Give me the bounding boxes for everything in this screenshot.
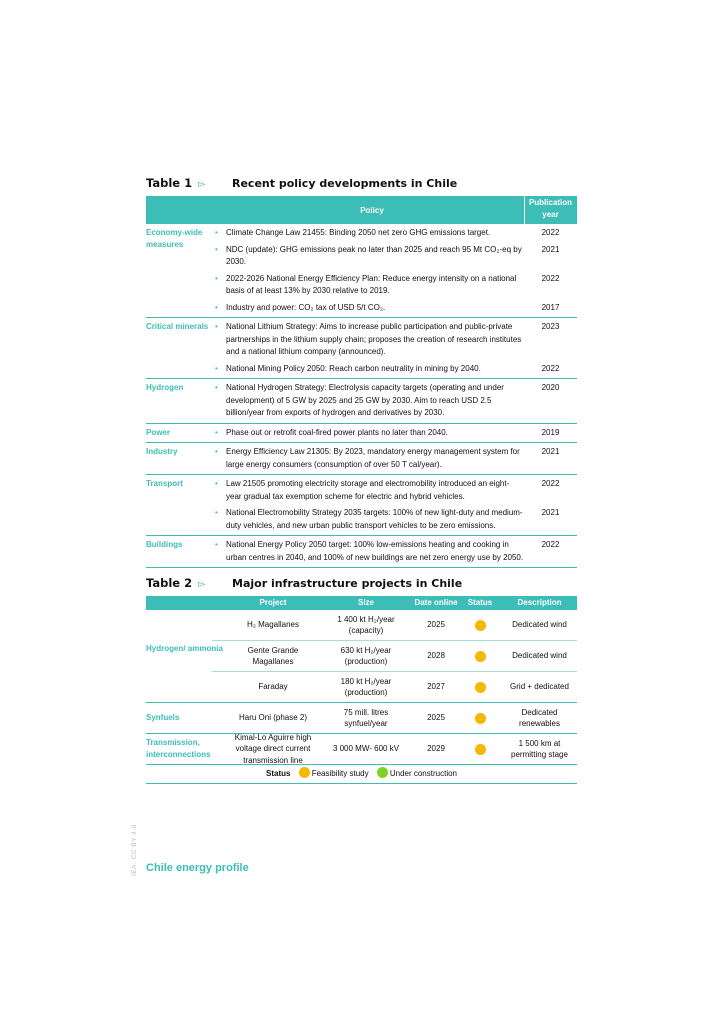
project-project: H₂ Magallanes (246, 620, 300, 630)
policy-row (212, 272, 577, 298)
status-dot-icon (475, 620, 486, 631)
project-row (146, 734, 577, 764)
policy-year: 2021 (541, 508, 560, 517)
section-category: Transport (146, 479, 183, 488)
policy-text: Industry and power: CO₂ tax of USD 5/t CO₂. (226, 302, 386, 312)
table2-name: Major infrastructure projects in Chile (232, 577, 463, 590)
policy-year: 2021 (541, 244, 560, 254)
status-dot-icon (475, 651, 486, 662)
project-description: Dedicated renewables (519, 707, 560, 728)
legend-construction: Under construction (389, 769, 457, 778)
status-dot-icon (475, 744, 486, 755)
project-description: Grid + dedicated (510, 682, 569, 692)
footer-title: Chile energy profile (146, 862, 249, 874)
policy-row (212, 301, 577, 315)
project-date: 2025 (427, 713, 445, 723)
status-cell (460, 734, 500, 764)
project-row (146, 610, 577, 640)
table2-header (146, 596, 577, 610)
policy-table (146, 196, 577, 568)
policy-row (212, 381, 577, 420)
policy-section (146, 424, 577, 444)
project-project: Haru Oni (phase 2) (238, 713, 308, 723)
policy-year: 2022 (541, 540, 560, 549)
table1-label: Table 1 (146, 176, 193, 190)
policy-text: National Electromobility Strategy 2035 targets: 100% of new light-duty and medium-duty vehicles, and new urban public transport vehicles to be zero emissions. (226, 508, 523, 530)
table1-header (146, 196, 577, 224)
legend-feasibility: Feasibility study (311, 769, 369, 778)
infrastructure-table (146, 596, 577, 778)
project-size: 630 kt H₂/year (production) (340, 645, 392, 666)
policy-year: 2019 (541, 427, 560, 437)
policy-year: 2022 (541, 273, 560, 283)
header-project: Project (259, 598, 287, 607)
policy-section (146, 475, 577, 536)
bullet-icon: • (215, 447, 218, 456)
header-policy: Policy (360, 206, 384, 215)
project-row (212, 640, 577, 671)
policy-text: Energy Efficiency Law 21305: By 2023, mandatory energy management system for large energy consumers (consumption of over 50 T cal/year). (226, 447, 520, 469)
policy-row (212, 362, 577, 376)
project-description: Dedicated wind (512, 620, 567, 630)
policy-year: 2022 (541, 479, 560, 488)
play-icon: ▻ (198, 579, 206, 590)
table2-bottom-rule (146, 783, 577, 784)
section-category: Hydrogen (146, 383, 184, 392)
policy-row (212, 477, 577, 503)
policy-section (146, 443, 577, 475)
bullet-icon: • (215, 383, 218, 392)
project-description: Dedicated wind (512, 651, 567, 661)
status-cell (460, 672, 500, 702)
bullet-icon: • (215, 273, 218, 283)
project-row (146, 703, 577, 733)
policy-year: 2021 (541, 447, 560, 456)
bullet-icon: • (215, 322, 218, 331)
section-category: Buildings (146, 540, 183, 549)
status-cell (460, 610, 500, 640)
project-size: 1 400 kt H₂/year (capacity) (337, 614, 395, 635)
policy-row (212, 445, 577, 471)
table2-label: Table 2 (146, 576, 193, 590)
policy-text: National Hydrogen Strategy: Electrolysis capacity targets (operating and under development) of 5 GW by 2025 and 25 GW by 2030. Aim to reach USD 2.5 billion/year from exports of hydrogen and derivatives by 2030. (226, 383, 504, 417)
legend-label: Status (266, 769, 291, 778)
project-project: Kimal-Lo Aguirre high voltage direct current transmission line (234, 732, 312, 765)
license-note: IEA. CC BY 4.0 (131, 824, 138, 876)
project-date: 2028 (427, 651, 445, 661)
project-date: 2027 (427, 682, 445, 692)
policy-row (212, 506, 577, 532)
header-date: Date online (414, 598, 458, 607)
project-description: 1 500 km at permitting stage (511, 738, 568, 759)
policy-year: 2022 (541, 363, 560, 373)
policy-year: 2020 (541, 383, 560, 392)
bullet-icon: • (215, 479, 218, 488)
policy-row (212, 226, 577, 240)
status-cell (460, 641, 500, 671)
section-category: Critical minerals (146, 322, 209, 331)
status-cell (460, 703, 500, 733)
section-category: Power (146, 427, 171, 437)
policy-text: 2022-2026 National Energy Efficiency Plan: Reduce energy intensity on a national basis of at least 13% by 2030 relative to 2019. (226, 273, 517, 295)
project-section (146, 703, 577, 734)
policy-row (212, 538, 577, 564)
header-status: Status (467, 598, 493, 607)
project-date: 2029 (427, 744, 445, 754)
bullet-icon: • (215, 508, 218, 517)
policy-section (146, 318, 577, 379)
policy-year: 2017 (541, 302, 560, 312)
header-description: Description (517, 598, 562, 607)
policy-text: NDC (update): GHG emissions peak no later than 2025 and reach 95 Mt CO₂-eq by 2030. (226, 244, 522, 266)
project-size: 180 kt H₂/year (production) (340, 676, 392, 697)
policy-section (146, 379, 577, 424)
policy-row (212, 426, 577, 440)
status-legend (146, 767, 577, 780)
policy-year: 2023 (541, 322, 560, 331)
bullet-icon: • (215, 302, 218, 312)
policy-row (212, 320, 577, 359)
project-project: Faraday (258, 682, 288, 692)
status-dot-icon (475, 682, 486, 693)
status-dot-icon (475, 713, 486, 724)
project-project: Gente Grande Magallanes (247, 645, 299, 666)
policy-text: Phase out or retrofit coal-fired power plants no later than 2040. (226, 427, 448, 437)
header-size: Size (357, 598, 374, 607)
table1-title (146, 176, 457, 190)
table2-title (146, 576, 462, 590)
project-size: 75 mill. litres synfuel/year (343, 707, 389, 728)
policy-text: National Mining Policy 2050: Reach carbon neutrality in mining by 2040. (226, 363, 481, 373)
bullet-icon: • (215, 228, 218, 237)
project-section (146, 734, 577, 765)
section-category: Transmission, interconnections (146, 738, 211, 759)
play-icon: ▻ (198, 179, 206, 190)
bullet-icon: • (215, 363, 218, 373)
section-category: Synfuels (146, 713, 180, 722)
bullet-icon: • (215, 540, 218, 549)
bullet-icon: • (215, 427, 218, 437)
project-date: 2025 (427, 620, 445, 630)
feasibility-dot-icon (299, 767, 310, 778)
construction-dot-icon (377, 767, 388, 778)
policy-text: National Energy Policy 2050 target: 100% low-emissions heating and cooking in urban centres in 2040, and 100% of new buildings are net zero energy use by 2050. (226, 540, 524, 562)
section-category: Industry (146, 447, 178, 456)
policy-section (146, 536, 577, 568)
header-year: Publication year (528, 198, 573, 219)
policy-text: Law 21505 promoting electricity storage and electromobility introduced an eight-year gradual tax exemption scheme for electric and hybrid vehicles. (226, 479, 510, 501)
project-size: 3 000 MW- 600 kV (332, 744, 400, 754)
bullet-icon: • (215, 244, 218, 254)
policy-year: 2022 (541, 228, 560, 237)
project-row (212, 671, 577, 702)
section-category: Hydrogen/ ammonia (146, 644, 223, 653)
project-section (146, 610, 577, 703)
policy-text: Climate Change Law 21455: Binding 2050 net zero GHG emissions target. (226, 228, 491, 237)
policy-text: National Lithium Strategy: Aims to increase public participation and public-private partnerships in the lithium supply chain; proposes the creation of research institutes and a national lithium company (announced). (226, 322, 522, 356)
table1-name: Recent policy developments in Chile (232, 177, 458, 190)
policy-row (212, 243, 577, 269)
section-category: Economy-wide measures (146, 228, 203, 249)
policy-section (146, 224, 577, 318)
